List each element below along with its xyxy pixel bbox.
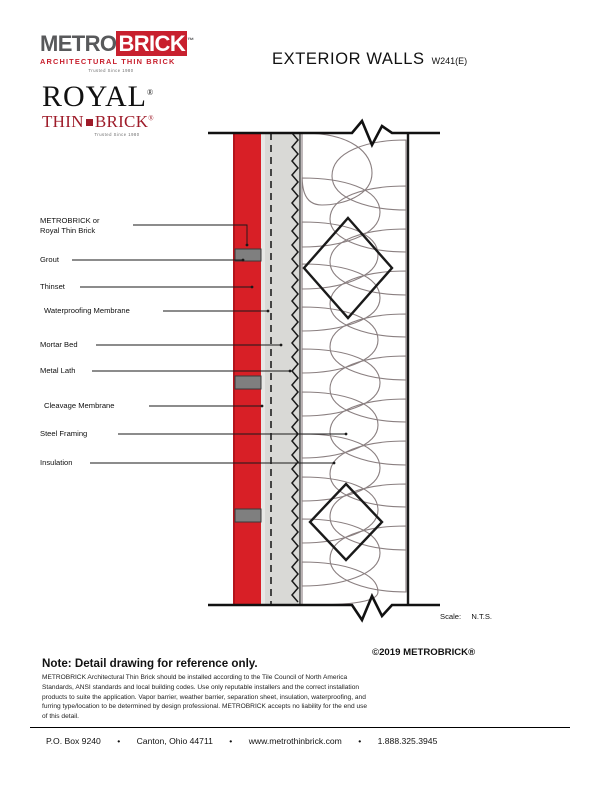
leader-dot [289,370,292,373]
scale-value: N.T.S. [471,612,493,621]
scale-note [440,612,492,621]
royal-sub-brick: BRICK [94,111,149,131]
leader-dot [251,286,254,289]
callout-insulation: Insulation [40,458,73,467]
leader-dot [261,405,264,408]
leader-dot [333,462,336,465]
layer-thinset [261,133,265,605]
metrobrick-wordmark-metro: METRO [40,31,117,56]
footer-contact-bar [46,736,566,746]
leader-dot [267,310,270,313]
footer-website-link[interactable]: www.metrothinbrick.com [248,736,342,746]
callout-brick-line-2: Royal Thin Brick [40,226,96,236]
copyright-notice: ©2019 METROBRICK® [372,647,476,658]
callout-metal-lath: Metal Lath [40,366,76,375]
callout-steel-framing: Steel Framing [40,429,88,438]
grout-joint [235,509,261,522]
layer-brick [235,133,261,605]
footer-phone: 1.888.325.3945 [377,736,438,746]
callout-mortar-bed: Mortar Bed [40,340,78,349]
leader-brick [133,225,247,245]
callout-waterproofing-membrane: Waterproofing Membrane [44,306,130,315]
callout-brick-line-1: METROBRICK or [40,216,100,225]
callout-brick [40,216,100,236]
footer-city-state-zip: Canton, Ohio 44711 [136,736,213,746]
footer-divider [30,727,570,728]
footer-separator-icon: • [358,736,362,746]
leader-dot [246,244,249,247]
royal-since-text: Trusted Since 1980 [94,131,140,137]
note-body: METROBRICK Architectural Thin Brick should be installed according to the Tile Council of North America Standards, ANSI standards and local building codes. Use only reputable installers and the correct installation products to suite the application. Vapor barrier, weather barrier, separation sheet, insulation, waterproofing, and furring type/location to be determined by design professional. METROBRICK accepts no liability for the end use of this detail. [42,674,368,720]
metrobrick-since-text: Trusted Since 1980 [88,68,134,73]
page-title: EXTERIOR WALLS [272,50,425,68]
leader-dot [280,344,283,347]
royal-wordmark-text: ROYAL [42,80,148,113]
royal-sub-thin: THIN [42,111,84,131]
metrobrick-wordmark-brick: BRICK [118,31,186,56]
footer-separator-icon: • [229,736,233,746]
layer-brick-edge [233,133,235,605]
metrobrick-trademark-symbol: ™ [187,37,195,45]
callout-thinset: Thinset [40,282,65,291]
callout-grout: Grout [40,255,59,264]
callout-cleavage-membrane: Cleavage Membrane [44,401,115,410]
sheet-number: W241(E) [431,56,468,66]
scale-label: Scale: [440,612,462,621]
royal-sub-registered-symbol: ® [148,113,154,122]
royal-registered-symbol: ® [147,88,155,97]
grout-joint [235,249,261,261]
wall-layers [233,133,408,605]
leader-dot [242,259,245,262]
metrobrick-tagline: ARCHITECTURAL THIN BRICK [40,57,176,66]
leader-dot [345,433,348,436]
footer-po-box: P.O. Box 9240 [46,736,101,746]
note-heading: Note: Detail drawing for reference only. [42,657,258,670]
footer-separator-icon: • [117,736,121,746]
grout-joint [235,376,261,389]
